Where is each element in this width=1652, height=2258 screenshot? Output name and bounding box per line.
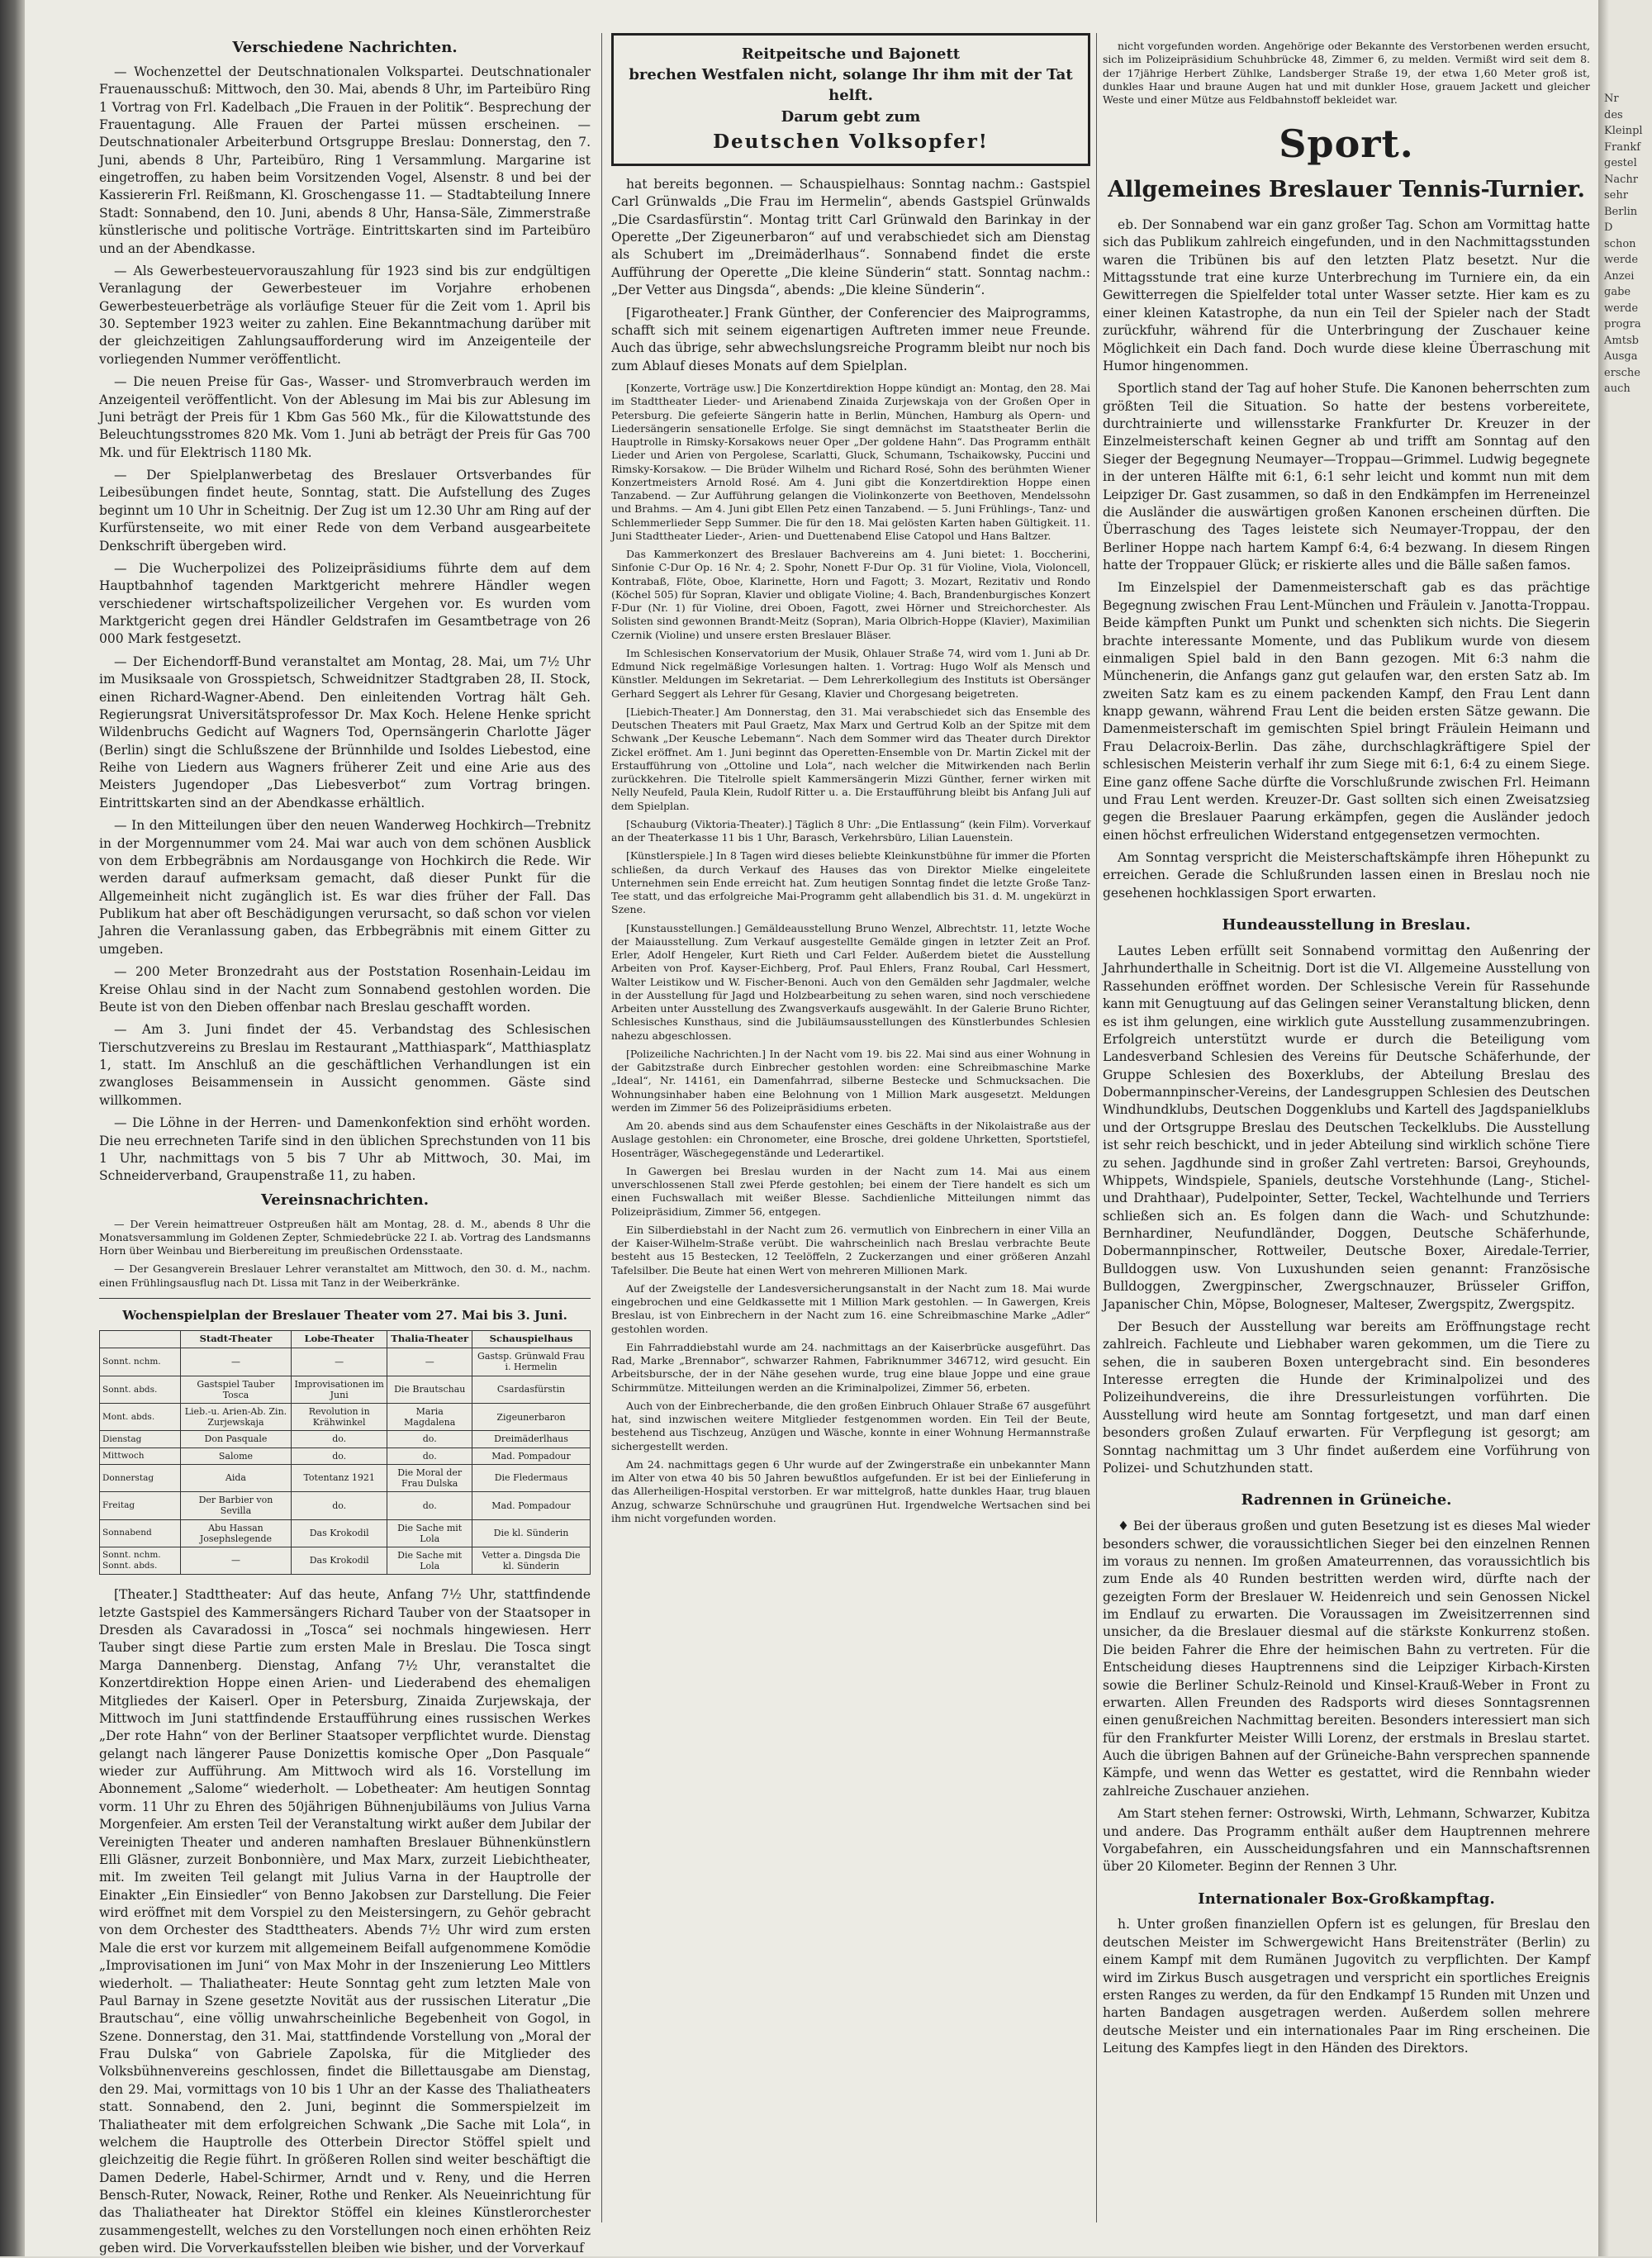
appeal-line: Reitpeitsche und Bajonett: [741, 45, 961, 63]
news-item: Auf der Zweigstelle der Landesversicherungsanstalt in der Nacht zum 18. Mai wurde eingebrochen und eine Geldkassette mit 1 Million Mark gestohlen. — In Gawergen, Kreis Breslau, ist von Einbrechern in der Nacht zum 16. eine Schreibmaschine Marke „Adler“ gestohlen worden.: [611, 1281, 1090, 1335]
table-cell: Sonnabend: [100, 1519, 181, 1547]
table-cell: Der Barbier von Sevilla: [180, 1492, 291, 1519]
table-cell: —: [180, 1547, 291, 1574]
table-cell: Aida: [180, 1464, 291, 1491]
cycling-article: [1103, 1518, 1590, 1876]
edge-word: des: [1604, 108, 1623, 121]
table-cell: do.: [291, 1492, 387, 1519]
table-cell: Improvisationen im Juni: [291, 1376, 387, 1403]
news-item: Das Kammerkonzert des Breslauer Bachvereins am 4. Juni bietet: 1. Boccherini, Sinfonie C-Dur Op. 16 Nr. 4; 2. Spohr, Nonett F-Dur Op. 31 für Violine, Viola, Violoncell, Kontrabaß, Flöte, Oboe, Klarinette, Horn und Fagott; 3. Mozart, Rezitativ und Rondo (Köchel 505) für Sopran, Klavier und obligate Violine; 4. Bach, Brandenburgisches Konzert F-Dur (Nr. 1) für Violine, drei Oboen, Fagott, zwei Hörner und Streichorchester. Als Solisten sind gewonnen Brandt-Meitz (Sopran), Maria Olbrich-Hoppe (Klavier), Maximilian Czernik (Violine) und unsere ersten Breslauer Bläser.: [611, 548, 1090, 641]
table-cell: —: [291, 1348, 387, 1376]
theater-schedule-title: Wochenspielplan der Breslauer Theater vom 27. Mai bis 3. Juni.: [122, 1307, 567, 1323]
news-item: Im Schlesischen Konservatorium der Musik, Ohlauer Straße 74, wird vom 1. Juni ab Dr. Edmund Nick regelmäßige Vorlesungen halten. 1. Vortrag: Hugo Wolf als Mensch und Künstler. Meldungen im Sekretariat. — Dem Lehrerkollegium des Instituts ist Obersänger Gerhard Seggert als Lehrer für Gesang, Klavier und Chorgesang beigetreten.: [611, 646, 1090, 700]
concerts-police-news: [611, 382, 1090, 1525]
divider: [99, 1298, 591, 1299]
table-cell: Das Krokodil: [291, 1519, 387, 1547]
table-cell: Don Pasquale: [180, 1431, 291, 1447]
table-cell: Mittwoch: [100, 1447, 181, 1464]
table-row: [100, 1404, 591, 1431]
news-item: — Der Spielplanwerbetag des Breslauer Ortsverbandes für Leibesübungen findet heute, Sonntag, statt. Die Aufstellung des Zuges beginnt um 10 Uhr in Scheitnig. Der Zug ist um 12.30 Uhr am Ring auf der Kurfürstenseite, wo mit einer Rede von dem Verband ausgearbeitete Denkschrift übergeben wird.: [99, 468, 591, 554]
article-paragraph: eb. Der Sonnabend war ein ganz großer Tag. Schon am Vormittag hatte sich das Publikum zahlreich eingefunden, und in den Nachmittagsstunden waren die Tribünen bis auf den letzten Platz besetzt. Nur die Mittagsstunde trat eine kurze Unterbrechung im Turniere ein, da ein Gewitterregen die Spielfelder total unter Wasser setzte. Hier kam es zu einer kleinen Katastrophe, da nun ein Teil der Spieler nach der Stadt zurückfuhr, während für die Unterbringung der Zuschauer keine Möglichkeit ein Dach fand. Doch wurde diese kleine Überraschung mit Humor hingenommen.: [1103, 216, 1590, 373]
table-cell: Maria Magdalena: [387, 1404, 472, 1431]
table-cell: —: [180, 1348, 291, 1376]
table-row: [100, 1376, 591, 1403]
table-row: [100, 1348, 591, 1376]
theater-news: [611, 176, 1090, 375]
table-cell: Die Moral der Frau Dulska: [387, 1464, 472, 1491]
cycling-headline: Radrennen in Grüneiche.: [1241, 1491, 1452, 1509]
news-item: — Am 3. Juni findet der 45. Verbandstag des Schlesischen Tierschutzvereins zu Breslau im Restaurant „Matthiaspark“, Matthiasplatz 1, statt. Im Anschluß an die geschäftlichen Verhandlungen ist ein zwangloses Beisammensein in Aussicht genommen. Gäste sind willkommen.: [99, 1022, 591, 1108]
table-row: [100, 1447, 591, 1464]
tennis-headline: Allgemeines Breslauer Tennis-Turnier.: [1108, 176, 1585, 202]
table-cell: Die Sache mit Lola: [387, 1547, 472, 1574]
theater-article: [Theater.] Stadttheater: Auf das heute, Anfang 7½ Uhr, stattfindende letzte Gastspiel des Kammersängers Richard Tauber von der Staatsoper in Dresden als Cavaradossi in „Tosca“ sei nochmals hingewiesen. Herr Tauber singt diese Partie zum ersten Male in Breslau. Die Tosca singt Marga Dannenberg. Dienstag, Anfang 7½ Uhr, veranstaltet die Konzertdirektion Hoppe einen Arien- und Liederabend des ehemaligen Mitgliedes der Kaiserl. Oper in Petersburg, Zinaida Zurjewskaja, der Mittwoch im Juni stattfindende Erstaufführung eines russischen Werkes „Der rote Hahn“ von der Berliner Staatsoper verpflichtet wurde. Dienstag gelangt nach längerer Pause Donizettis komische Oper „Don Pasquale“ wieder zur Aufführung. Am Mittwoch wird als 16. Vorstellung im Abonnement „Salome“ wiederholt. — Lobetheater: Am heutigen Sonntag vorm. 11 Uhr zu Ehren des 50jährigen Bühnenjubiläums von Julius Varna Morgenfeier. Am ersten Teil der Veranstaltung wirkt außer dem Jubilar der Vereinigten Theater und anderen namhaften Breslauer Bühnenkünstlern Elli Gläsner, zurzeit Bonbonnière, und Max Marx, zurzeit Liebichtheater, mit. Im zweiten Teil gelangt mit Julius Varna in der Hauptrolle der Einakter „Ein Einsiedler“ von Benno Jakobsen zur Darstellung. Die Feier wird eröffnet mit dem Vorspiel zu den Meistersingern, zu Gehör gebracht von dem Orchester des Stadttheaters. Abends 7½ Uhr wird zum ersten Male die erst vor kurzem mit allgemeinem Beifall aufgenommene Komödie „Improvisationen im Juni“ von Max Mohr in der Inszenierung Leo Mittlers wiederholt. — Thaliatheater: Heute Sonntag geht zum letzten Male von Paul Barnay in Szene gesetzte Novität aus der russischen Literatur „Die Brautschau“, eine völlig unwahrscheinliche Begebenheit von Gogol, in Szene. Donnerstag, den 31. Mai, stattfindende Vorstellung von „Moral der Frau Dulska“ von Gabriele Zapolska, für die Mitglieder des Volksbühnenvereins geschlossen, findet die Billettausgabe am Dienstag, den 29. Mai, vormittags von 10 bis 1 Uhr an der Kasse des Thaliatheaters statt. Sonnabend, den 2. Juni, beginnt die Sommerspielzeit im Thaliatheater mit dem erfolgreichen Schwank „Die Sache mit Lola“, in welchem die Hauptrolle des Otterbein Director Stöffel spielt und gleichzeitig die Regie führt. In größeren Rollen sind weiter beschäftigt die Damen Dederle, Habel-Schirmer, Arndt und v. Reny, und die Herren Bensch-Ruter, Nowack, Reiner, Rothe und Renker. Als Neueinrichtung für das Thaliatheater hat Direktor Stöffel ein kleines Künstlerorchester zusammengestellt, welches zu den Vorstellungen noch einen erhöhten Reiz geben wird. Die Vorverkaufsstellen bleiben wie bisher, und der Vorverkauf: [99, 1587, 591, 2256]
edge-word: ersche: [1604, 366, 1640, 379]
news-item: Ein Fahrraddiebstahl wurde am 24. nachmittags an der Kaiserbrücke ausgeführt. Das Rad, Marke „Brennabor“, schwarzer Rahmen, Fabriknummer 346712, wird gesucht. Ein Arbeitsbursche, der in der Nähe gesehen wurde, trug eine blaue Joppe und eine graue Schirmmütze. Mitteilungen werden an die Kriminalpolizei, Zimmer 56, erbeten.: [611, 1340, 1090, 1394]
news-item: — 200 Meter Bronzedraht aus der Poststation Rosenhain-Leidau im Kreise Ohlau sind in der Nacht zum Sonnabend gestohlen worden. Die Beute ist von den Dieben offenbar nach Breslau geschafft worden.: [99, 964, 591, 1015]
article-paragraph: h. Unter großen finanziellen Opfern ist es gelungen, für Breslau den deutschen Meister im Schwergewicht Hans Breitensträter (Berlin) zu einem Kampf mit dem Rumänen Jugovitch zu verpflichten. Der Kampf wird im Zirkus Busch ausgetragen und verspricht ein sportliches Ereignis ersten Ranges zu werden, da für den Endkampf 15 Runden mit Unzen und harten Bandagen ausgetragen werden. Außerdem sollen mehrere deutsche Meister und ein internationales Paar im Ring erscheinen. Die Leitung des Kampfes liegt in den Händen des Direktors.: [1103, 1917, 1590, 2056]
table-row: [100, 1464, 591, 1491]
table-cell: do.: [291, 1431, 387, 1447]
table-cell: Vetter a. Dingsda Die kl. Sünderin: [472, 1547, 590, 1574]
club-item: — Der Verein heimattreuer Ostpreußen hält am Montag, 28. d. M., abends 8 Uhr die Monatsversammlung im Goldenen Zepter, Schmiedebrücke 22 I. ab. Vortrag des Landsmanns Horn über Weinbau und Bierbereitung im preußischen Ordensstaate.: [99, 1217, 591, 1257]
boxing-article: [1103, 1916, 1590, 2057]
news-item: — Als Gewerbesteuervorauszahlung für 1923 sind bis zur endgültigen Veranlagung der Gewerbesteuer im Vorjahre erhobenen Gewerbesteuerbeträge als vorläufige Steuer für die Zeit vom 1. April bis 30. September 1923 weiter zu zahlen. Eine Bekanntmachung darüber mit der gleichzeitigen Zahlungsaufforderung wird im Anzeigenteile der vorliegenden Nummer veröffentlicht.: [99, 263, 591, 367]
police-news-continued: [1103, 40, 1590, 107]
table-cell: Mad. Pompadour: [472, 1492, 590, 1519]
news-item: [Polizeiliche Nachrichten.] In der Nacht vom 19. bis 22. Mai sind aus einer Wohnung in der Gabitzstraße durch Einbrecher gestohlen worden: eine Schreibmaschine Marke „Ideal“, Nr. 14161, ein Damenfahrrad, silberne Bestecke und Schmucksachen. Die Wohnungsinhaber haben eine Belohnung von 1 Million Mark ausgesetzt. Meldungen werden im Zimmer 56 des Polizeipräsidiums erbeten.: [611, 1047, 1090, 1114]
news-item: [Künstlerspiele.] In 8 Tagen wird dieses beliebte Kleinkunstbühne für immer die Pforten schließen, da durch Verkauf des Hauses das von Direktor Mielke eingeleitete Unternehmen sein Ende erreicht hat. Zum heutigen Sonntag findet die letzte Große Tanz-Tee statt, und das erfolgreiche Mai-Programm geht allabendlich bis 31. d. M. ungekürzt in Szene.: [611, 849, 1090, 916]
edge-word: Kleinpl: [1604, 125, 1643, 137]
table-cell: do.: [291, 1447, 387, 1464]
edge-word: Anzei: [1604, 269, 1635, 283]
table-cell: Lieb.-u. Arien-Ab. Zin. Zurjewskaja: [180, 1404, 291, 1431]
dog-show-headline: Hundeausstellung in Breslau.: [1222, 916, 1471, 934]
column-rule: [601, 33, 602, 2222]
edge-word: Frankf: [1604, 140, 1641, 154]
table-cell: Gastspiel Tauber Tosca: [180, 1376, 291, 1403]
table-header-cell: Lobe-Theater: [291, 1331, 387, 1348]
news-item: Am 24. nachmittags gegen 6 Uhr wurde auf der Zwingerstraße ein unbekannter Mann im Alter von etwa 40 bis 50 Jahren bewußtlos aufgefunden. Er ist bei der Einlieferung in das Allerheiligen-Hospital verstorben. Er war mittelgroß, hatte dunkles Haar, trug blauen Anzug, schwarze Schnürschuhe und graugrünen Hut. Irgendwelche Wertsachen sind bei ihm nicht vorgefunden worden.: [611, 1457, 1090, 1524]
edge-word: D: [1604, 221, 1613, 234]
article-paragraph: Sportlich stand der Tag auf hoher Stufe. Die Kanonen beherrschten zum größten Teil die Situation. So hatte der bestens vorbereitete, durchtrainierte und willensstarke Frankfurter Dr. Kreuzer in der Einzelmeisterschaft keinen Gegner ab und trifft am Sonntag auf den Sieger der Begegnung Neumayer—Troppau—Grimmel. Ludwig begegnete in der unteren Hälfte mit 6:1, 6:1 sehr leicht und kommt nun mit dem Leipziger Dr. Gast zusammen, so daß in den Endkämpfen im Herreneinzel die Ausländer die auswärtigen großen Kanonen erscheinen dürften. Die Überraschung des Tages leistete sich Neumayer-Troppau, der den Berliner Hoppe nach hartem Kampf 6:4, 6:4 bezwang. In diesem Ringen hatte der Troppauer Glück; er riskierte alles und die Bälle saßen famos.: [1103, 381, 1590, 573]
news-item: nicht vorgefunden worden. Angehörige oder Bekannte des Verstorbenen werden ersucht, sich im Polizeipräsidium Schuhbrücke 48, Zimmer 6, zu melden. Vermißt wird seit dem 8. der 17jährige Herbert Zühlke, Landsberger Straße 19, der etwa 1,60 Meter groß ist, dunkles Haar und braune Augen hat und mit dunkler Hose, grauem Jackett und gleicher Weste und einer Mütze aus Feldbahnstoff bekleidet war.: [1103, 40, 1590, 106]
news-item: — Die Löhne in der Herren- und Damenkonfektion sind erhöht worden. Die neu errechneten Tarife sind in den üblichen Sprechstunden von 11 bis 1 Uhr, nachmittags von 5 bis 7 Uhr ab Mittwoch, 30. Mai, im Schneiderverband, Graupenstraße 11, zu haben.: [99, 1115, 591, 1184]
theater-item: [Figarotheater.] Frank Günther, der Conferencier des Maiprogramms, schafft sich mit seinem eigenartigen Auftreten immer neue Freunde. Auch das übrige, sehr abwechslungsreiche Programm bleibt nur noch bis zum Ablauf dieses Monats auf dem Spielplan.: [611, 305, 1090, 373]
edge-word: gestel: [1604, 157, 1637, 169]
table-header-cell: [100, 1331, 181, 1348]
appeal-line: Darum gebt zum: [781, 107, 921, 126]
volksopfer-appeal-box: [611, 33, 1090, 166]
edge-word: sehr: [1604, 189, 1628, 202]
next-page-text-fragment: [1604, 91, 1650, 2156]
edge-word: Amtsb: [1604, 334, 1639, 347]
theater-item: hat bereits begonnen. — Schauspielhaus: Sonntag nachm.: Gastspiel Carl Grünwalds „Die Frau im Hermelin“, abends Gastspiel Grünwalds „Die Csardasfürstin“. Montag tritt Carl Grünwald den Barinkay in der Operette „Der Zigeunerbaron“ auf und verabschiedet sich am Dienstag als Schubert im „Dreimäderlhaus“. Sonnabend findet die erste Aufführung der Operette „Die kleine Sünderin“ statt. Sonntag nachm.: „Der Vetter aus Dingsda“, abends: „Die kleine Sünderin“.: [611, 176, 1090, 298]
table-cell: Csardasfürstin: [472, 1376, 590, 1403]
table-cell: Salome: [180, 1447, 291, 1464]
news-item: — Die neuen Preise für Gas-, Wasser- und Stromverbrauch werden im Anzeigenteil veröffentlicht. Von der Ablesung im Mai bis zur Ablesung im Juni beträgt der Preis für 1 Kbm Gas 560 Mk., für die Kilowattstunde des Beleuchtungsstromes 820 Mk. Vom 1. Juni ab beträgt der Preis für Gas 700 Mk. und für Elektrisch 1180 Mk.: [99, 374, 591, 460]
table-cell: Abu Hassan Josephslegende: [180, 1519, 291, 1547]
table-cell: Sonnt. abds.: [100, 1376, 181, 1403]
table-cell: Mont. abds.: [100, 1404, 181, 1431]
table-cell: Die Sache mit Lola: [387, 1519, 472, 1547]
column-middle: [611, 33, 1090, 2231]
edge-word: gabe: [1604, 286, 1631, 298]
news-item: — Die Wucherpolizei des Polizeipräsidiums führte dem auf dem Hauptbahnhof tagenden Marktgericht mehrere Händler wegen verschiedener wirtschaftspolizeilicher Vergehen vor. Es wurden vom Marktgericht gegen drei Händler Geldstrafen im Gesamtbetrage von 26 000 Mark festgesetzt.: [99, 560, 591, 647]
article-paragraph: Am Sonntag verspricht die Meisterschaftskämpfe ihren Höhepunkt zu erreichen. Gerade die Schlußrunden lassen einen in Breslau noch nie gesehenen hochklassigen Sport erwarten.: [1103, 850, 1590, 901]
book-gutter-shadow: [0, 0, 25, 2256]
table-header-cell: Schauspielhaus: [472, 1331, 590, 1348]
news-item: — Wochenzettel der Deutschnationalen Volkspartei. Deutschnationaler Frauenausschuß: Mittwoch, den 30. Mai, abends 8 Uhr, im Parteibüro Ring 1 Vortrag von Frl. Kadelbach „Die Frauen in der Politik“. Besprechung der Frauentagung. Alle Frauen der Partei müssen erscheinen. — Deutschnationaler Arbeiterbund Ortsgruppe Breslau: Donnerstag, den 7. Juni, abends 8 Uhr, Parteibüro, Ring 1 Versammlung. Margarine ist eingetroffen, zu haben beim Vorsitzenden Vogel, Alsenstr. 8 und bei der Kassiererin Frl. Reißmann, Kl. Groschengasse 11. — Stadtabteilung Innere Stadt: Sonnabend, den 10. Juni, abends 8 Uhr, Hansa-Säle, Zimmerstraße künstlerische und politische Vorträge. Eintrittskarten sind im Parteibüro und an der Abendkasse.: [99, 64, 591, 256]
table-cell: Revolution in Krähwinkel: [291, 1404, 387, 1431]
sport-heading: Sport.: [1279, 121, 1414, 167]
tennis-article: [1103, 216, 1590, 902]
edge-word: Nr: [1604, 93, 1619, 105]
news-item: [Kunstausstellungen.] Gemäldeausstellung Bruno Wenzel, Albrechtstr. 11, letzte Woche der Maiausstellung. Zum Verkauf ausgestellte Gemälde gingen in letzter Zeit an Prof. Erler, Adolf Hengeler, Kurt Rieth und Carl Felder. Außerdem bietet die Ausstellung Arbeiten von Prof. Kayser-Eichberg, Prof. Paul Ehlers, Franz Roubal, Carl Hessmert, Walter Leistikow und W. Fischer-Benoni. Auch von den Gemälden sehr Jagdmaler, welche in der Ausstellung für Jagd und Holzbearbeitung zu sehen waren, sind noch verschiedene Arbeiten unter Ausstellung des Zwangsverkaufs ausgewählt. In der Galerie Bruno Richter, Schlesisches Kunsthaus, sind die Jubiläumsausstellungen des Künstlerbundes Schlesien nahezu abgeschlossen.: [611, 921, 1090, 1042]
column-rule: [1096, 33, 1097, 2222]
table-row: [100, 1547, 591, 1574]
article-paragraph: Der Besuch der Ausstellung war bereits am Eröffnungstage recht zahlreich. Fachleute und Liebhaber waren gekommen, um die Tiere zu sehen, die in sauberen Boxen untergebracht sind. Ein besonderes Interesse erregten die Hunde der Kriminalpolizei und des Polizeihundvereins, die ihre Dressurleistungen vorführten. Die Ausstellung wird heute am Sonntag fortgesetzt, und man darf einen besonders großen Zulauf erwarten. Für Verpflegung ist gesorgt; am Sonntag nachmittag um 3 Uhr findet außerdem eine Vorführung von Polizei- und Schutzhunden statt.: [1103, 1319, 1590, 1476]
table-cell: Gastsp. Grünwald Frau i. Hermelin: [472, 1348, 590, 1376]
table-cell: do.: [387, 1492, 472, 1519]
table-cell: Sonnt. nchm. Sonnt. abds.: [100, 1547, 181, 1574]
news-item: [Konzerte, Vorträge usw.] Die Konzertdirektion Hoppe kündigt an: Montag, den 28. Mai im Stadttheater Lieder- und Arienabend Zinaida Zurjewskaja von der Großen Oper in Petersburg. Die gefeierte Sängerin hatte in Berlin, München, Hamburg als Opern- und Liedersängerin sensationelle Erfolge. Sie singt demnächst im Staatstheater Berlin die Hauptrolle in Rimsky-Korsakows neuer Oper „Der goldene Hahn“. Das Programm enthält Lieder und Arien von Pergolese, Scarlatti, Gluck, Schumann, Tschaikowsky, Puccini und Rimsky-Korsakow. — Die Brüder Wilhelm und Richard Rosé, Sohn des berühmten Wiener Konzertmeisters Arnold Rosé. Am 4. Juni gibt die Konzertdirektion Hoppe einen Tanzabend. — Zur Aufführung gelangen die Violinkonzerte von Beethoven, Mendelssohn und Brahms. — Am 4. Juni gibt Ellen Petz einen Tanzabend. — 5. Juni Frühlings-, Tanz- und Schlemmerlieder Sepp Summer. Die für den 18. Mai gelösten Karten haben Gültigkeit. 11. Juni Stadttheater Lieder-, Arien- und Duettenabend Elise Catopol und Hans Baltzer.: [611, 382, 1090, 542]
club-item: — Der Gesangverein Breslauer Lehrer veranstaltet am Mittwoch, den 30. d. M., nachm. einen Frühlingsausflug nach Dt. Lissa mit Tanz in der Weiberkränke.: [99, 1262, 591, 1289]
table-row: [100, 1492, 591, 1519]
table-cell: Donnerstag: [100, 1464, 181, 1491]
edge-word: werde: [1604, 302, 1639, 315]
news-item: Am 20. abends sind aus dem Schaufenster eines Geschäfts in der Nikolaistraße aus der Auslage gestohlen: ein Chronometer, eine Brosche, drei goldene Uhrketten, Sportstiefel, Hosenträger, Wäschegegenstände und Lederartikel.: [611, 1119, 1090, 1159]
table-header-cell: Stadt-Theater: [180, 1331, 291, 1348]
news-item: [Liebich-Theater.] Am Donnerstag, den 31. Mai verabschiedet sich das Ensemble des Deutschen Theaters mit Paul Graetz, Max Marx und Gertrud Kolb an der Spitze mit dem Schwank „Der Keusche Lebemann“. Nach dem Sommer wird das Theater durch Direktor Zickel eröffnet. Am 1. Juni beginnt das Operetten-Ensemble von Dr. Martin Zickel mit der Erstaufführung von „Ottoline und Lola“, nach welcher die Mitwirkenden nach Berlin zurückkehren. Die Titelrolle spielt Kammersängerin Mizzi Günther, ferner wirken mit Nelly Neufeld, Paula Klein, Rudolf Ritter u. a. Die Erstaufführung bleibt bis Anfang Juli auf dem Spielplan.: [611, 705, 1090, 812]
article-paragraph: Lautes Leben erfüllt seit Sonnabend vormittag den Außenring der Jahrhunderthalle in Scheitnig. Dort ist die VI. Allgemeine Ausstellung von Rassehunden eröffnet worden. Der Schlesische Verein für Rassehunde kann mit Genugtuung auf das Gelingen seiner Veranstaltung blicken, denn es ist ihm gelungen, eine wirklich gute Ausstellung zusammenzubringen. Erfolgreich unterstützt wurde er durch die Beteiligung vom Landesverband Schlesien des Vereins für Deutsche Schäferhunde, der Gruppe Schlesien des Boxerklubs, der Abteilung Breslau des Dobermannpinscher-Vereins, der Landesgruppen Schlesien des Deutschen Windhundklubs, Deutschen Doggenklubs und Kartell des Jagdspanielklubs und der Ortsgruppe Breslau des Deutschen Teckelklubs. Die Ausstellung ist sehr reich beschickt, und in jeder Abteilung sind wirklich schöne Tiere zu sehen. Jagdhunde sind in großer Zahl vertreten: Barsoi, Greyhounds, Whippets, Windspiele, Spaniels, deutsche Vorstehhunde (Lang-, Stichel- und Drahthaar), Pudelpointer, Setter, Teckel, Wachtelhunde und Terriers schließen sich an. Es folgen dann die Wach- und Schutzhunde: Bernhardiner, Neufundländer, Doggen, Deutsche Schäferhunde, Dobermannpinscher, Rottweiler, Deutsche Boxer, Airedale-Terrier, Bulldoggen usw. Von Luxushunden seien genannt: Französische Bulldoggen, Zwergpinscher, Zwergschnauzer, Brüsseler Griffon, Japanischer Chin, Möpse, Bologneser, Malteser, Zwergspitz, Zwergspitz.: [1103, 944, 1590, 1312]
table-cell: Zigeunerbaron: [472, 1404, 590, 1431]
news-item: Ein Silberdiebstahl in der Nacht zum 26. vermutlich von Einbrechern in einer Villa an der Kaiser-Wilhelm-Straße verübt. Die wahrscheinlich nach Breslau verbrachte Beute besteht aus 15 Bestecken, 12 Teelöffeln, 2 Zuckerzangen und einer größeren Anzahl Tafelsilber. Die Beute hat einen Wert von mehreren Millionen Mark.: [611, 1223, 1090, 1276]
table-header-cell: Thalia-Theater: [387, 1331, 472, 1348]
table-cell: do.: [387, 1447, 472, 1464]
table-cell: Totentanz 1921: [291, 1464, 387, 1491]
edge-word: auch: [1604, 383, 1631, 395]
article-paragraph: Am Start stehen ferner: Ostrowski, Wirth, Lehmann, Schwarzer, Kubitza und andere. Das Programm enthält außer dem Hauptrennen mehrere Vorgabefahren, ein Ausscheidungsfahren und ein Mannschaftsrennen über 20 Kilometer. Beginn der Rennen 3 Uhr.: [1103, 1806, 1590, 1875]
table-row: [100, 1519, 591, 1547]
edge-word: progra: [1604, 318, 1641, 330]
edge-word: Ausga: [1604, 350, 1638, 363]
article-paragraph: ♦ Bei der überaus großen und guten Besetzung ist es dieses Mal wieder besonders schwer, die voraussichtlichen Sieger bei den einzelnen Rennen im voraus zu nennen. Im großen Amateurrennen, das voraussichtlich bis zum Ende als 40 Runden bestritten werden wird, dürfte nach der gezeigten Form der Breslauer W. Heidenreich und sein Genossen Nickel im Endlauf zu erwarten. Die Voraussagen im Zweisitzerrennen sind unsicher, da die Breslauer diesmal auf die stärkste Konkurrenz stoßen. Die beiden Fahrer die Ehre der heimischen Bahn zu vertreten. Für die Entscheidung dieses Hauptrennens sind die Leipziger Kirbach-Kirsten sowie die Berliner Schulz-Reinold und Kinsel-Krauß-Weber in Front zu erwarten. Allen Freunden des Radsports wird dieses Sonntagsrennen einen genußreichen Nachmittag bereiten. Besonders interessiert man sich für den Frankfurter Meister Willi Lorenz, der erstmals in Breslau startet. Auch die übrigen Bahnen auf der Grüneiche-Bahn versprechen spannende Kämpfe, und wenn das Wetter es gestattet, wird die Rennbahn wieder zahlreiche Zuschauer anziehen.: [1103, 1519, 1590, 1799]
news-item: In Gawergen bei Breslau wurden in der Nacht zum 14. Mai aus einem unverschlossenen Stall zwei Pferde gestohlen; bei einem der Tiere handelt es sich um einen Fuchswallach mit weißer Blesse. Sachdienliche Mitteilungen nimmt das Polizeipräsidium, Zimmer 56, entgegen.: [611, 1164, 1090, 1218]
news-items: [99, 64, 591, 1186]
table-cell: Dienstag: [100, 1431, 181, 1447]
table-cell: Mad. Pompadour: [472, 1447, 590, 1464]
news-item: — Der Eichendorff-Bund veranstaltet am Montag, 28. Mai, um 7½ Uhr im Musiksaale von Grosspietsch, Schweidnitzer Stadtgraben 28, II. Stock, einen Richard-Wagner-Abend. Den einleitenden Vortrag hält Geh. Regierungsrat Universitätsprofessor Dr. Max Koch. Helene Henke spricht Wildenbruchs Gedicht auf Wagners Tod, Opernsängerin Charlotte Jäger (Berlin) singt die Schlußszene der Brünnhilde und Isoldes Liebestod, eine Reihe von Liedern aus Wagners früherer Zeit und eine Arie aus des Meisters Jugendoper „Das Liebesverbot“ zum Vortrag bringen. Eintrittskarten sind an der Abendkasse erhältlich.: [99, 654, 591, 811]
table-cell: Die Fledermaus: [472, 1464, 590, 1491]
news-item: Auch von der Einbrecherbande, die den großen Einbruch Ohlauer Straße 67 ausgeführt hat, sind inzwischen weitere Mitglieder festgenommen worden. Ein Teil der Beute, bestehend aus Tischzeug, Anzügen und Wäsche, konnte in einer Wohnung Hermannstraße sichergestellt werden.: [611, 1399, 1090, 1452]
club-news-heading: Vereinsnachrichten.: [260, 1191, 430, 1209]
news-item: — In den Mitteilungen über den neuen Wanderweg Hochkirch—Trebnitz in der Morgennummer vom 24. Mai war auch von dem schönen Ausblick von dem Erbbegräbnis am Nordausgange von Hochkirch die Rede. Wir werden darauf aufmerksam gemacht, daß dieser Punkt für die Allgemeinheit nicht zugänglich ist. Es war dies früher der Fall. Das Publikum hat aber oft Beschädigungen verursacht, so daß schon vor vielen Jahren die Veranlassung gaben, das Erbbegräbnis mit einem Gitter zu umgeben.: [99, 818, 591, 957]
table-cell: —: [387, 1348, 472, 1376]
table-cell: Das Krokodil: [291, 1547, 387, 1574]
news-item: [Schauburg (Viktoria-Theater).] Täglich 8 Uhr: „Die Entlassung“ (kein Film). Vorverkauf an der Theaterkasse 11 bis 1 Uhr, Barasch, Verkehrsbüro, Lilian Lauenstein.: [611, 817, 1090, 844]
table-cell: Dreimäderlhaus: [472, 1431, 590, 1447]
boxing-headline: Internationaler Box-Großkampftag.: [1198, 1890, 1495, 1908]
table-row: [100, 1431, 591, 1447]
column-right: [1103, 33, 1590, 2231]
edge-word: schon: [1604, 237, 1636, 250]
column-left: [99, 33, 591, 2256]
appeal-line: brechen Westfalen nicht, solange Ihr ihm mit der Tat helft.: [629, 66, 1073, 105]
article-paragraph: Im Einzelspiel der Damenmeisterschaft gab es das prächtige Begegnung zwischen Frau Lent-München und Fräulein v. Janotta-Troppau. Beide kämpften Punkt um Punkt und schenkten sich nichts. Die Siegerin brachte interessante Momente, und das Publikum wurde von diesem einmaligen Spiel bald in den Bann gezogen. Mit 6:3 nahm die Münchenerin, die Anfangs ganz gut gelaufen war, den ersten Satz ab. Im zweiten Satz kam es zu einem packenden Kampf, den Frau Lent dann knapp gewann, während Frau Lent die beiden ersten Sätze gewann. Die Damenmeisterschaft im gemischten Spiel bringt Fräulein Heimann und Frau Delacroix-Berlin. Das zähe, durchschlagkräftigere Spiel der schlesischen Meisterin verhalf ihr zum Siege mit 6:1, 6:4 zu einem Siege. Eine ganz offene Sache dürfte die Vorschlußrunde zwischen Frl. Heimann und Frau Lent werden. Kreuzer-Dr. Gast sollten sich einen Zweisatzsieg gegen die Breslauer Paarung erkämpfen, gegen die Ausländer jedoch einen höchst erfreulichen Widerstand entgegensetzen vermochten.: [1103, 580, 1590, 843]
appeal-headline: Deutschen Volksopfer!: [713, 130, 989, 153]
table-cell: Die Brautschau: [387, 1376, 472, 1403]
club-news-items: [99, 1218, 591, 1290]
table-cell: do.: [387, 1431, 472, 1447]
dog-show-article: [1103, 943, 1590, 1477]
theater-schedule-table: [99, 1330, 591, 1575]
edge-word: Nachr: [1604, 173, 1638, 186]
section-heading: Verschiedene Nachrichten.: [232, 39, 458, 56]
table-cell: Sonnt. nchm.: [100, 1348, 181, 1376]
edge-word: Berlin: [1604, 205, 1638, 218]
table-cell: Freitag: [100, 1492, 181, 1519]
table-cell: Die kl. Sünderin: [472, 1519, 590, 1547]
edge-word: werde: [1604, 254, 1639, 266]
